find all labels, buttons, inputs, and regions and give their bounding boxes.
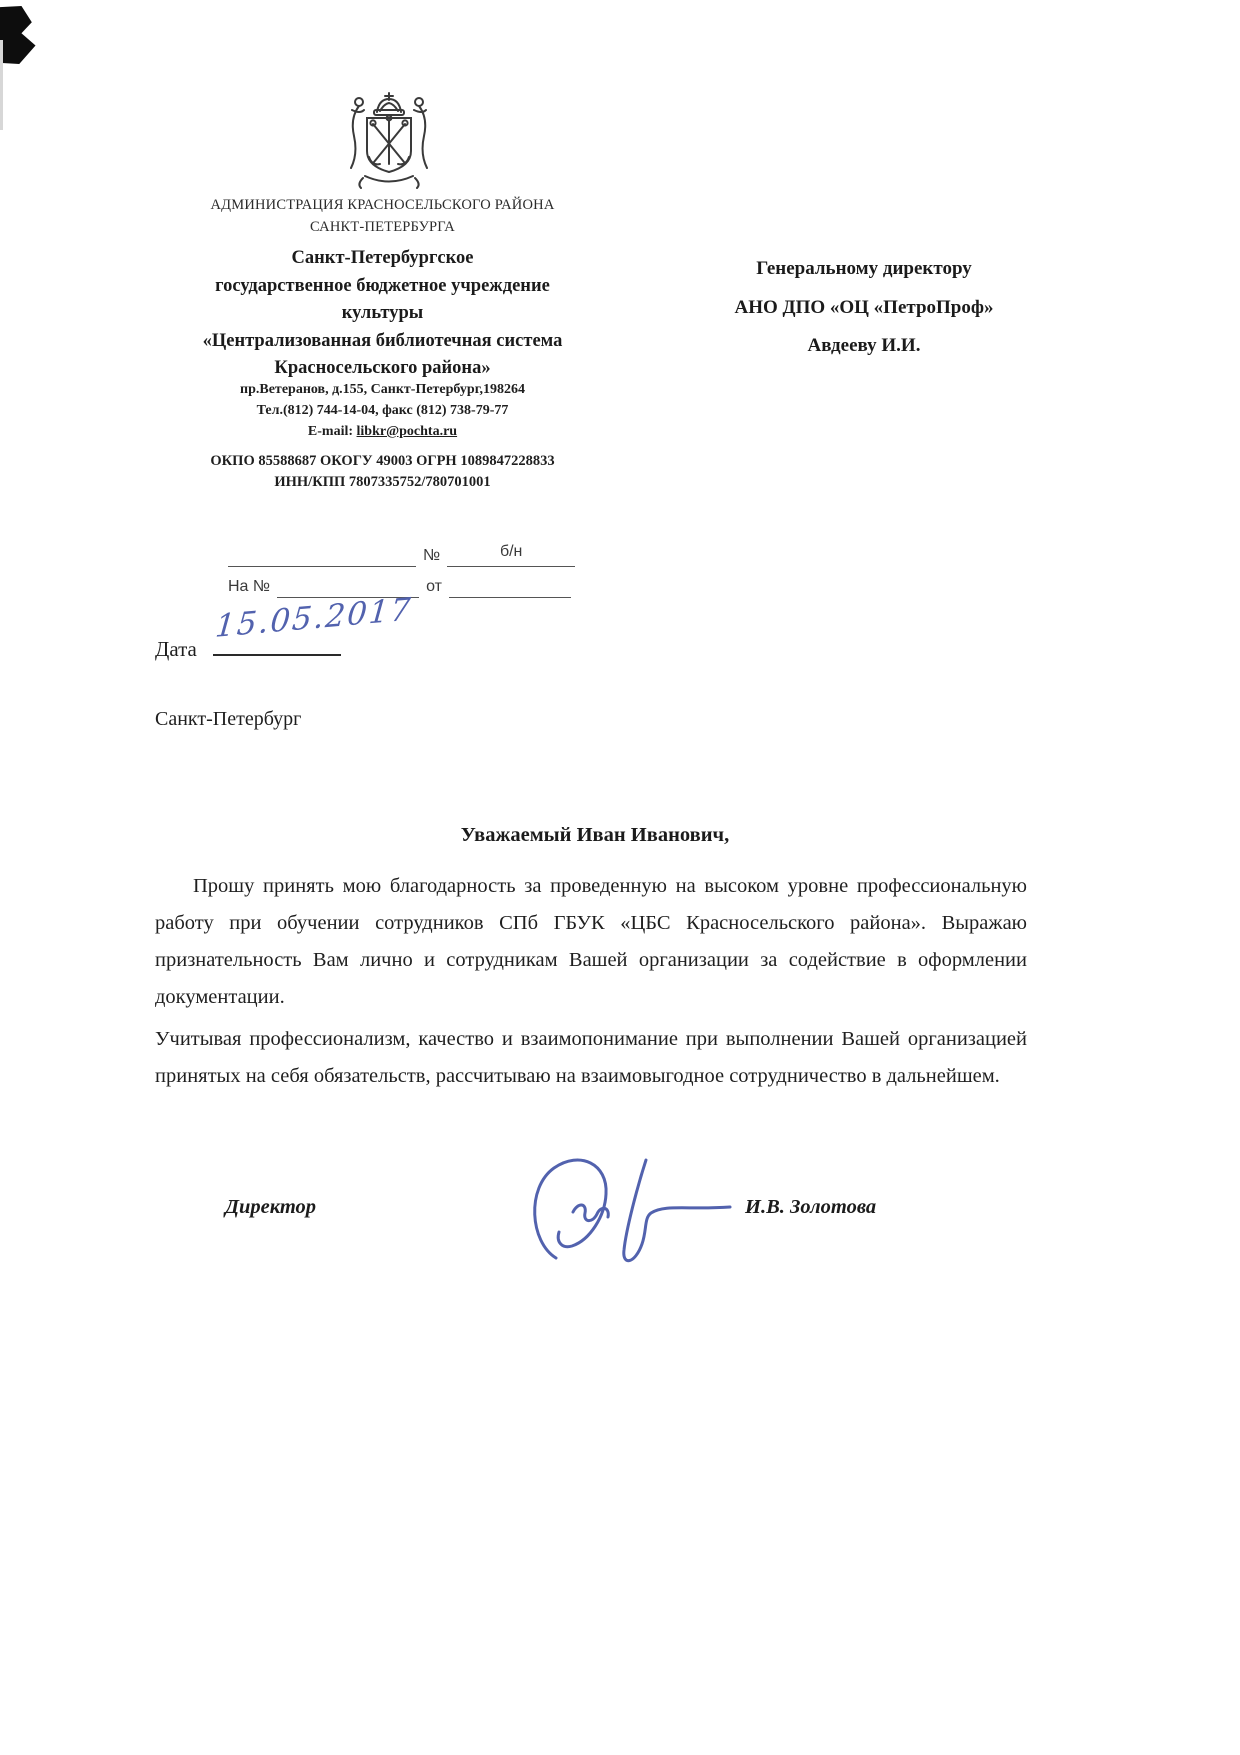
- body-paragraph-2: Учитывая профессионализм, качество и взаимопонимание при выполнении Вашей организацией принятых на себя обязательств, рассчитываю на взаимовыгодное сотрудничество в дальнейшем.: [155, 1028, 1027, 1087]
- scan-corner-artifact: [0, 6, 37, 64]
- city-line: Санкт-Петербург: [155, 708, 302, 730]
- incoming-date-blank: [449, 574, 571, 598]
- handwritten-signature: [518, 1146, 748, 1278]
- codes-line2: ИНН/КПП 7807335752/780701001: [274, 474, 491, 490]
- organization-line: Санкт-Петербургское: [291, 248, 474, 268]
- outgoing-number-row: [228, 536, 628, 567]
- phone-fax: Тел.(812) 744-14-04, факс (812) 738-79-77: [256, 403, 509, 418]
- recipient-address: [688, 250, 1040, 366]
- email-link: libkr@pochta.ru: [356, 424, 458, 439]
- email-label: E-mail:: [307, 424, 354, 439]
- date-label: Дата: [155, 637, 197, 661]
- postal-address: пр.Ветеранов, д.155, Санкт-Петербург,198264: [240, 382, 525, 397]
- administration-header: [130, 194, 635, 238]
- organization-line: культуры: [341, 303, 424, 323]
- number-label: №: [423, 547, 441, 564]
- scan-edge-shade: [0, 40, 3, 130]
- organization-line: государственное бюджетное учреждение: [215, 275, 550, 296]
- reference-lines: [228, 536, 628, 598]
- recipient-line: Авдееву И.И.: [807, 335, 921, 356]
- outgoing-date-blank: [228, 543, 416, 567]
- incoming-number-row: [228, 567, 628, 598]
- organization-line: Красносельского района»: [274, 358, 491, 378]
- on-number-label: На №: [228, 578, 271, 595]
- administration-line1: АДМИНИСТРАЦИЯ КРАСНОСЕЛЬСКОГО РАЙОНА: [210, 197, 555, 213]
- recipient-line: Генеральному директору: [756, 258, 972, 279]
- registration-codes: [130, 451, 635, 493]
- body-paragraph-1: Прошу принять мою благодарность за проведенную на высоком уровне профессиональную работу при обучении сотрудников СПб ГБУК «ЦБС Красносельского района». Выражаю признательность Вам лично и сотрудникам Вашей организации за содействие в оформлении документации.: [155, 875, 1027, 1008]
- organization-name: [120, 245, 645, 383]
- outgoing-number-value: б/н: [447, 543, 575, 567]
- codes-line1: ОКПО 85588687 ОКОГУ 49003 ОГРН 1089847228833: [210, 453, 555, 469]
- salutation: Уважаемый Иван Иванович,: [460, 824, 730, 846]
- administration-line2: САНКТ-ПЕТЕРБУРГА: [310, 219, 455, 235]
- coat-of-arms-icon: [328, 90, 450, 192]
- signer-name: И.В. Золотова: [745, 1196, 877, 1218]
- handwritten-date: 15.05.2017: [213, 591, 414, 645]
- from-label: от: [426, 578, 442, 595]
- organization-contacts: [130, 379, 635, 442]
- organization-line: «Централизованная библиотечная система: [202, 330, 563, 351]
- signer-title: Директор: [225, 1196, 317, 1218]
- recipient-line: АНО ДПО «ОЦ «ПетроПроф»: [734, 296, 994, 318]
- email-line: [130, 421, 635, 442]
